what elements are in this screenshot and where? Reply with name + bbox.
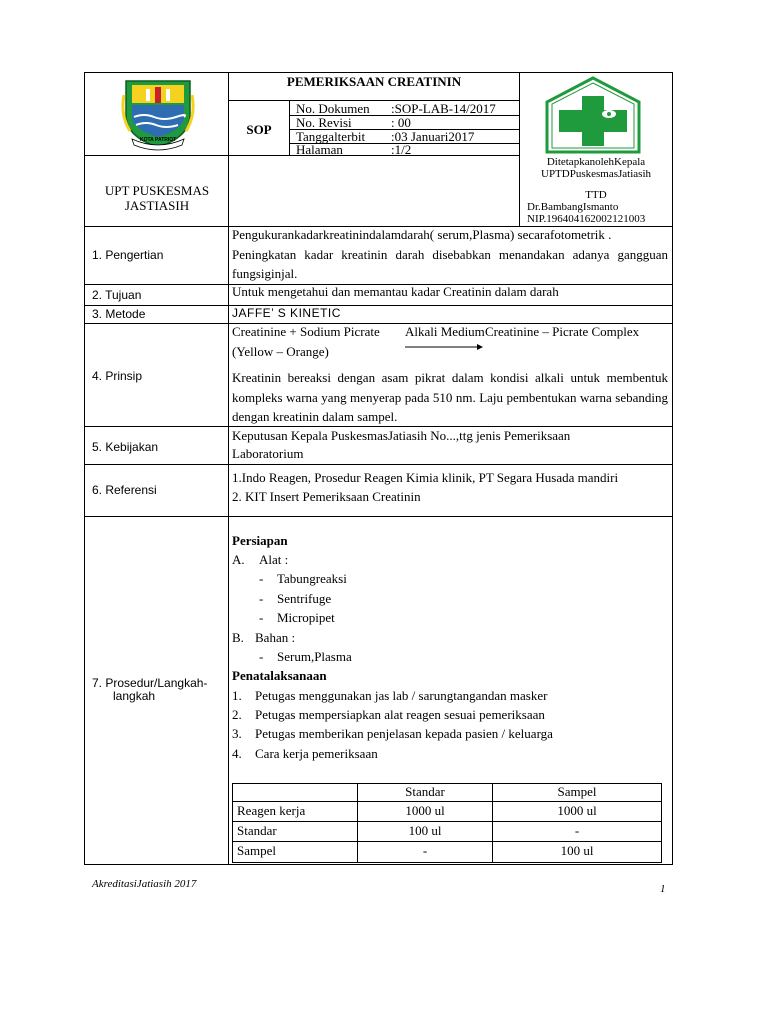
org-name-line1: UPT PUSKESMAS [104, 183, 210, 198]
reaction-color: (Yellow – Orange) [232, 344, 329, 359]
table-cell: Reagen kerja [237, 803, 306, 818]
doc-label-halaman: Halaman [296, 142, 343, 157]
approval-nip: NIP.196404162002121003 [527, 213, 646, 225]
doc-label-norevisi: No. Revisi [296, 115, 352, 130]
table-cell: - [422, 843, 428, 858]
step-text: Cara kerja pemeriksaan [255, 746, 378, 761]
label-prosedur-line2: langkah [113, 689, 156, 703]
line-after-kebijakan [84, 464, 673, 465]
sop-label: SOP [246, 122, 272, 137]
table-border-top [84, 72, 673, 73]
step-num: 1. [232, 688, 242, 703]
logo-banner-text: KOTA PATRIOT [140, 137, 177, 143]
line-after-referensi [84, 516, 673, 517]
document-title: PEMERIKSAAN CREATININ [286, 74, 462, 89]
dash-3: - [259, 610, 264, 625]
doc-value-tanggal: :03 Januari2017 [391, 129, 475, 144]
page-number: 1 [660, 883, 666, 895]
doc-value-norevisi: : 00 [391, 115, 411, 130]
label-prinsip: 4. Prinsip [92, 369, 143, 383]
kebijakan-line2: Laboratorium [232, 446, 304, 461]
inner-table-right [661, 783, 662, 863]
doc-label-divider [289, 100, 290, 156]
alat-label: Alat : [259, 552, 289, 567]
reaction-arrow-icon [405, 337, 483, 343]
label-referensi: 6. Referensi [92, 483, 157, 497]
table-cell: 100 ul [408, 823, 442, 838]
inner-table-left [232, 783, 233, 863]
table-header-sampel: Sampel [557, 784, 597, 799]
table-cell: 1000 ul [557, 803, 597, 818]
inner-table-line-3 [232, 841, 662, 842]
pengertian-text-1: Pengukurankadarkreatinindalamdarah( serum,Plasma) secarafotometrik . [232, 227, 612, 242]
table-border-bottom [84, 864, 673, 865]
penatalaksanaan-heading: Penatalaksanaan [232, 668, 327, 683]
label-metode: 3. Metode [92, 307, 146, 321]
label-prosedur-line1: 7. Prosedur/Langkah- [92, 676, 208, 690]
table-cell: - [574, 823, 580, 838]
table-border-right [672, 72, 673, 865]
referensi-line1: 1.Indo Reagen, Prosedur Reagen Kimia klinik, PT Segara Husada mandiri [232, 470, 619, 485]
bahan-label: Bahan : [255, 630, 296, 645]
kebijakan-line1: Keputusan Kepala PuskesmasJatiasih No...,ttg jenis Pemeriksaan [232, 428, 571, 443]
dash-4: - [259, 649, 264, 664]
inner-table-bottom [232, 862, 662, 863]
line-after-tujuan [84, 305, 673, 306]
doc-label-tanggal: Tanggalterbit [296, 129, 366, 144]
step-num: 3. [232, 726, 242, 741]
step-num: 2. [232, 707, 242, 722]
table-border-left [84, 72, 85, 865]
label-kebijakan: 5. Kebijakan [92, 440, 159, 454]
doc-value-nodokumen: :SOP-LAB-14/2017 [391, 101, 496, 116]
table-divider-col [228, 72, 229, 865]
tujuan-text: Untuk mengetahui dan memantau kadar Creatinin dalam darah [232, 284, 559, 299]
alat-num: A. [232, 552, 245, 567]
table-cell: Sampel [237, 843, 276, 858]
bahan-num: B. [232, 630, 244, 645]
bahan-item: Serum,Plasma [277, 649, 352, 664]
puskesmas-cross-logo [543, 76, 643, 154]
doc-label-nodokumen: No. Dokumen [296, 101, 370, 116]
header-right-divider [519, 72, 520, 227]
table-header-standar: Standar [405, 784, 445, 799]
city-emblem-logo [118, 75, 198, 153]
metode-text: JAFFE’ S KINETIC [232, 306, 341, 320]
table-cell: 1000 ul [405, 803, 445, 818]
dash-2: - [259, 591, 264, 606]
inner-table-line-1 [232, 801, 662, 802]
alat-item: Tabungreaksi [277, 571, 347, 586]
step-text: Petugas memberikan penjelasan kepada pasien / keluarga [255, 726, 553, 741]
inner-table-line-2 [232, 821, 662, 822]
label-pengertian: 1. Pengertian [92, 248, 164, 262]
alat-item: Sentrifuge [277, 591, 332, 606]
step-text: Petugas mempersiapkan alat reagen sesuai pemeriksaan [255, 707, 545, 722]
reaction-reactants: Creatinine + Sodium Picrate [232, 324, 380, 339]
reaction-medium: Alkali Medium [405, 324, 485, 339]
footer-accreditation: AkreditasiJatiasih 2017 [92, 878, 197, 890]
persiapan-heading: Persiapan [232, 533, 288, 548]
approval-line2: UPTDPuskesmasJatiasih [541, 168, 651, 180]
dash-1: - [259, 571, 264, 586]
doc-value-halaman: :1/2 [391, 142, 412, 157]
step-text: Petugas menggunakan jas lab / sarungtangandan masker [255, 688, 548, 703]
org-name-line2: JASTIASIH [124, 198, 190, 213]
label-tujuan: 2. Tujuan [92, 288, 142, 302]
approval-name: Dr.BambangIsmanto [527, 201, 619, 213]
referensi-line2: 2. KIT Insert Pemeriksaan Creatinin [232, 489, 421, 504]
alat-item: Micropipet [277, 610, 335, 625]
approval-line1: DitetapkanolehKepala [546, 156, 646, 168]
pengertian-text-2: Peningkatan kadar kreatinin darah disebabkan menandakan adanya gangguan fungsiginjal. [232, 247, 668, 281]
table-cell: Standar [237, 823, 277, 838]
reaction-product: Creatinine – Picrate Complex [485, 324, 640, 339]
table-cell: 100 ul [560, 843, 594, 858]
step-num: 4. [232, 746, 242, 761]
approval-ttd: TTD [585, 189, 607, 201]
prinsip-text: Kreatinin bereaksi dengan asam pikrat dalam kondisi alkali untuk membentuk kompleks warna yang menyerap pada 510 nm. Laju pembentukan warna sebanding dengan kreatinin dalam sampel. [232, 370, 668, 424]
